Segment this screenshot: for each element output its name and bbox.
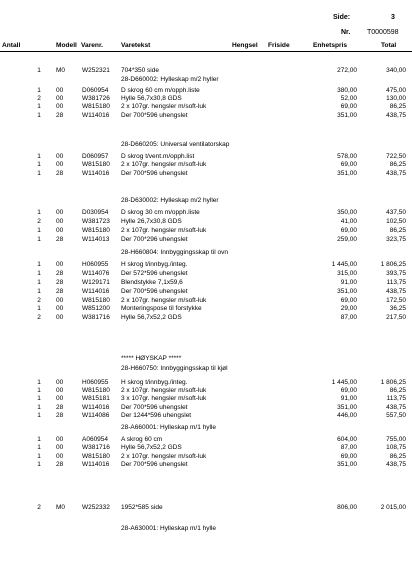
cell-varenr: W815180 bbox=[82, 453, 110, 460]
cell-enhetspris: 91,00 bbox=[340, 395, 357, 402]
cell-modell: 28 bbox=[56, 112, 64, 119]
cell-modell: 00 bbox=[56, 218, 64, 225]
cell-total: 475,00 bbox=[386, 87, 406, 94]
cell-modell: 28 bbox=[56, 279, 64, 286]
cell-varetekst: 704*350 side bbox=[121, 67, 159, 74]
cell-varetekst: 2 x 107gr. hengsler m/soft-luk bbox=[121, 227, 207, 234]
cell-varetekst: Blendstykke 7,1x59,6 bbox=[121, 279, 183, 286]
cell-enhetspris: 41,00 bbox=[340, 218, 357, 225]
cell-total: 557,50 bbox=[386, 412, 406, 419]
cell-varetekst: Der 700*596 uhengslet bbox=[121, 288, 188, 295]
cell-modell: 28 bbox=[56, 404, 64, 411]
cell-modell: 00 bbox=[56, 453, 64, 460]
cell-total: 1 806,25 bbox=[380, 261, 406, 268]
cell-modell: 00 bbox=[56, 209, 64, 216]
table-row bbox=[0, 113, 412, 122]
cell-total: 438,75 bbox=[386, 288, 406, 295]
cell-antall: 1 bbox=[37, 103, 41, 110]
cell-varenr: W114016 bbox=[82, 404, 110, 411]
cell-modell: 00 bbox=[56, 379, 64, 386]
cell-varenr: W815180 bbox=[82, 227, 110, 234]
cell-enhetspris: 69,00 bbox=[340, 161, 357, 168]
cell-antall: 1 bbox=[37, 453, 41, 460]
cell-enhetspris: 446,00 bbox=[337, 412, 357, 419]
cell-varenr: W381716 bbox=[82, 444, 110, 451]
cell-antall: 1 bbox=[37, 395, 41, 402]
cell-modell: 28 bbox=[56, 270, 64, 277]
cell-antall: 1 bbox=[37, 387, 41, 394]
cell-enhetspris: 52,00 bbox=[340, 95, 357, 102]
cell-enhetspris: 69,00 bbox=[340, 103, 357, 110]
cell-enhetspris: 350,00 bbox=[337, 209, 357, 216]
table-row bbox=[0, 505, 412, 514]
cell-varetekst: 2 x 107gr. hengsler m/soft-luk bbox=[121, 103, 207, 110]
cell-modell: 00 bbox=[56, 95, 64, 102]
cell-enhetspris: 351,00 bbox=[337, 404, 357, 411]
section-heading: 28-D660205: Universal ventilatorskap bbox=[121, 141, 230, 148]
cell-varenr: W815180 bbox=[82, 387, 110, 394]
cell-varetekst: D skrog 60 cm m/opph.liste bbox=[121, 87, 200, 94]
cell-varenr: H060955 bbox=[82, 379, 109, 386]
cell-total: 86,25 bbox=[389, 453, 406, 460]
table-row bbox=[0, 413, 412, 422]
cell-modell: 00 bbox=[56, 227, 64, 234]
cell-modell: 00 bbox=[56, 161, 64, 168]
cell-antall: 2 bbox=[37, 95, 41, 102]
cell-modell: 28 bbox=[56, 461, 64, 468]
cell-antall: 1 bbox=[37, 170, 41, 177]
cell-modell: M0 bbox=[56, 504, 66, 511]
col-modell: Modell bbox=[56, 42, 77, 49]
cell-antall: 1 bbox=[37, 87, 41, 94]
cell-total: 36,25 bbox=[389, 305, 406, 312]
col-varenr: Varenr. bbox=[81, 42, 103, 49]
cell-varenr: W815181 bbox=[82, 395, 110, 402]
cell-total: 130,00 bbox=[386, 95, 406, 102]
cell-varetekst: Der 572*596 uhengslet bbox=[121, 270, 188, 277]
cell-varenr: A060954 bbox=[82, 436, 109, 443]
cell-total: 217,50 bbox=[386, 314, 406, 321]
cell-varetekst: Hylle 26,7x30,8 GDS bbox=[121, 218, 182, 225]
cell-total: 86,25 bbox=[389, 103, 406, 110]
cell-varetekst: 2 x 107gr. hengsler m/soft-luk bbox=[121, 453, 207, 460]
cell-total: 86,25 bbox=[389, 161, 406, 168]
cell-antall: 2 bbox=[37, 218, 41, 225]
cell-enhetspris: 315,00 bbox=[337, 270, 357, 277]
cell-varenr: W129171 bbox=[82, 279, 110, 286]
cell-enhetspris: 806,00 bbox=[337, 504, 357, 511]
cell-varenr: W381726 bbox=[82, 95, 110, 102]
cell-antall: 1 bbox=[37, 67, 41, 74]
cell-antall: 1 bbox=[37, 209, 41, 216]
cell-modell: 00 bbox=[56, 87, 64, 94]
cell-modell: 28 bbox=[56, 288, 64, 295]
cell-enhetspris: 1 445,00 bbox=[331, 379, 357, 386]
section-heading: 28-H660804: Innbyggingsskap til ovn bbox=[121, 249, 228, 256]
section-heading: 28-H660750: Innbyggingsskap til kjøl bbox=[121, 365, 228, 372]
section-heading: 28-A660001: Hylleskap m/1 hylle bbox=[121, 424, 217, 431]
cell-total: 86,25 bbox=[389, 227, 406, 234]
cell-antall: 1 bbox=[37, 288, 41, 295]
table-row bbox=[0, 237, 412, 246]
cell-varenr: W114086 bbox=[82, 412, 110, 419]
cell-varetekst: D skrog t/vent.m/opph.list bbox=[121, 153, 195, 160]
cell-varenr: W815180 bbox=[82, 297, 110, 304]
cell-enhetspris: 604,00 bbox=[337, 436, 357, 443]
cell-modell: 28 bbox=[56, 170, 64, 177]
cell-varenr: W815180 bbox=[82, 161, 110, 168]
cell-enhetspris: 87,00 bbox=[340, 444, 357, 451]
cell-varenr: D060957 bbox=[82, 153, 109, 160]
col-friside: Friside bbox=[268, 42, 290, 49]
cell-antall: 2 bbox=[37, 504, 41, 511]
cell-antall: 1 bbox=[37, 444, 41, 451]
cell-total: 393,75 bbox=[386, 270, 406, 277]
cell-varenr: H060955 bbox=[82, 261, 109, 268]
cell-antall: 1 bbox=[37, 279, 41, 286]
cell-varetekst: A skrog 60 cm bbox=[121, 436, 163, 443]
cell-varenr: W114016 bbox=[82, 461, 110, 468]
col-hengsel: Hengsel bbox=[232, 42, 258, 49]
cell-modell: 00 bbox=[56, 103, 64, 110]
cell-antall: 1 bbox=[37, 379, 41, 386]
cell-varenr: W851200 bbox=[82, 305, 110, 312]
cell-total: 755,00 bbox=[386, 436, 406, 443]
cell-varetekst: H skrog t/innbyg./integ. bbox=[121, 379, 188, 386]
nr-value: T0000598 bbox=[367, 29, 399, 36]
cell-varenr: W114013 bbox=[82, 236, 110, 243]
section-heading: 28-D660002: Hylleskap m/2 hyller bbox=[121, 76, 219, 83]
cell-varetekst: 2 x 107gr. hengsler m/soft-luk bbox=[121, 387, 207, 394]
cell-modell: 00 bbox=[56, 395, 64, 402]
cell-antall: 1 bbox=[37, 161, 41, 168]
side-label: Side: bbox=[333, 14, 351, 21]
cell-total: 722,50 bbox=[386, 153, 406, 160]
cell-enhetspris: 578,00 bbox=[337, 153, 357, 160]
cell-varetekst: 1952*585 side bbox=[121, 504, 163, 511]
cell-modell: 28 bbox=[56, 236, 64, 243]
cell-total: 172,50 bbox=[386, 297, 406, 304]
cell-total: 438,75 bbox=[386, 170, 406, 177]
cell-antall: 1 bbox=[37, 436, 41, 443]
cell-varetekst: Der 1244*596 uhengslet bbox=[121, 412, 192, 419]
cell-enhetspris: 69,00 bbox=[340, 227, 357, 234]
cell-varetekst: Der 700*596 uhengslet bbox=[121, 461, 188, 468]
cell-varetekst: Der 700*596 uhengslet bbox=[121, 170, 188, 177]
cell-varetekst: Hylle 56,7x30,8 GDS bbox=[121, 95, 182, 102]
cell-varenr: W381723 bbox=[82, 218, 110, 225]
cell-varetekst: Monteringspose til forstykke bbox=[121, 305, 202, 312]
cell-enhetspris: 69,00 bbox=[340, 453, 357, 460]
nr-label: Nr. bbox=[341, 29, 351, 36]
cell-varenr: W252332 bbox=[82, 504, 110, 511]
table-row bbox=[0, 171, 412, 180]
cell-antall: 1 bbox=[37, 227, 41, 234]
cell-enhetspris: 259,00 bbox=[337, 236, 357, 243]
cell-varenr: W815180 bbox=[82, 103, 110, 110]
section-heading: ***** HØYSKAP ***** bbox=[121, 355, 182, 362]
cell-total: 102,50 bbox=[386, 218, 406, 225]
cell-total: 108,75 bbox=[386, 444, 406, 451]
cell-enhetspris: 351,00 bbox=[337, 288, 357, 295]
cell-antall: 1 bbox=[37, 404, 41, 411]
cell-varetekst: Hylle 56,7x52,2 GDS bbox=[121, 444, 182, 451]
cell-modell: 00 bbox=[56, 297, 64, 304]
cell-enhetspris: 69,00 bbox=[340, 297, 357, 304]
col-enhetspris: Enhetspris bbox=[313, 42, 348, 49]
cell-enhetspris: 380,00 bbox=[337, 87, 357, 94]
col-varetekst: Varetekst bbox=[121, 42, 151, 49]
cell-antall: 1 bbox=[37, 305, 41, 312]
cell-varetekst: H skrog t/innbyg./integ. bbox=[121, 261, 188, 268]
cell-varenr: W114076 bbox=[82, 270, 110, 277]
cell-enhetspris: 87,00 bbox=[340, 314, 357, 321]
cell-total: 438,75 bbox=[386, 112, 406, 119]
col-total: Total bbox=[381, 42, 397, 49]
cell-enhetspris: 351,00 bbox=[337, 112, 357, 119]
cell-enhetspris: 351,00 bbox=[337, 170, 357, 177]
cell-total: 340,00 bbox=[386, 67, 406, 74]
cell-antall: 1 bbox=[37, 412, 41, 419]
cell-total: 438,75 bbox=[386, 404, 406, 411]
cell-total: 113,75 bbox=[386, 395, 406, 402]
cell-varenr: W381716 bbox=[82, 314, 110, 321]
col-antall: Antall bbox=[2, 42, 21, 49]
cell-varetekst: 3 x 107gr. hengsler m/soft-luk bbox=[121, 395, 207, 402]
cell-enhetspris: 1 445,00 bbox=[331, 261, 357, 268]
cell-enhetspris: 91,00 bbox=[340, 279, 357, 286]
cell-total: 438,75 bbox=[386, 461, 406, 468]
cell-modell: 00 bbox=[56, 314, 64, 321]
cell-modell: 00 bbox=[56, 387, 64, 394]
cell-varetekst: 2 x 107gr. hengsler m/soft-luk bbox=[121, 161, 207, 168]
cell-total: 1 806,25 bbox=[380, 379, 406, 386]
cell-modell: 28 bbox=[56, 412, 64, 419]
cell-enhetspris: 69,00 bbox=[340, 387, 357, 394]
cell-modell: M0 bbox=[56, 67, 66, 74]
cell-enhetspris: 351,00 bbox=[337, 461, 357, 468]
cell-enhetspris: 272,00 bbox=[337, 67, 357, 74]
section-heading: 28-D630002: Hylleskap m/2 hyller bbox=[121, 197, 219, 204]
cell-total: 437,50 bbox=[386, 209, 406, 216]
cell-varenr: W114016 bbox=[82, 288, 110, 295]
cell-antall: 1 bbox=[37, 261, 41, 268]
cell-varetekst: Der 700*596 uhengslet bbox=[121, 112, 188, 119]
cell-antall: 2 bbox=[37, 314, 41, 321]
cell-varetekst: Der 700*596 uhengslet bbox=[121, 404, 188, 411]
cell-total: 323,75 bbox=[386, 236, 406, 243]
cell-antall: 1 bbox=[37, 461, 41, 468]
cell-total: 113,75 bbox=[386, 279, 406, 286]
cell-antall: 1 bbox=[37, 236, 41, 243]
cell-varenr: D030954 bbox=[82, 209, 109, 216]
cell-antall: 1 bbox=[37, 112, 41, 119]
cell-enhetspris: 29,00 bbox=[340, 305, 357, 312]
cell-antall: 2 bbox=[37, 297, 41, 304]
cell-varetekst: Hylle 56,7x52,2 GDS bbox=[121, 314, 182, 321]
cell-modell: 00 bbox=[56, 436, 64, 443]
cell-modell: 00 bbox=[56, 153, 64, 160]
cell-varenr: W114016 bbox=[82, 170, 110, 177]
cell-varetekst: D skrog 30 cm m/opph.liste bbox=[121, 209, 200, 216]
column-header bbox=[0, 41, 412, 52]
side-value: 3 bbox=[391, 14, 395, 21]
table-row bbox=[0, 315, 412, 324]
cell-varenr: W252321 bbox=[82, 67, 110, 74]
cell-modell: 00 bbox=[56, 261, 64, 268]
cell-antall: 1 bbox=[37, 153, 41, 160]
cell-antall: 1 bbox=[37, 270, 41, 277]
cell-varenr: W114016 bbox=[82, 112, 110, 119]
cell-varetekst: 2 x 107gr. hengsler m/soft-luk bbox=[121, 297, 207, 304]
cell-modell: 00 bbox=[56, 305, 64, 312]
cell-varetekst: Der 700*296 uhengslet bbox=[121, 236, 188, 243]
cell-total: 86,25 bbox=[389, 387, 406, 394]
cell-modell: 00 bbox=[56, 444, 64, 451]
cell-varenr: D060954 bbox=[82, 87, 109, 94]
section-heading: 28-A630001: Hylleskap m/1 hylle bbox=[121, 525, 217, 532]
cell-total: 2 015,00 bbox=[380, 504, 406, 511]
table-row bbox=[0, 462, 412, 471]
